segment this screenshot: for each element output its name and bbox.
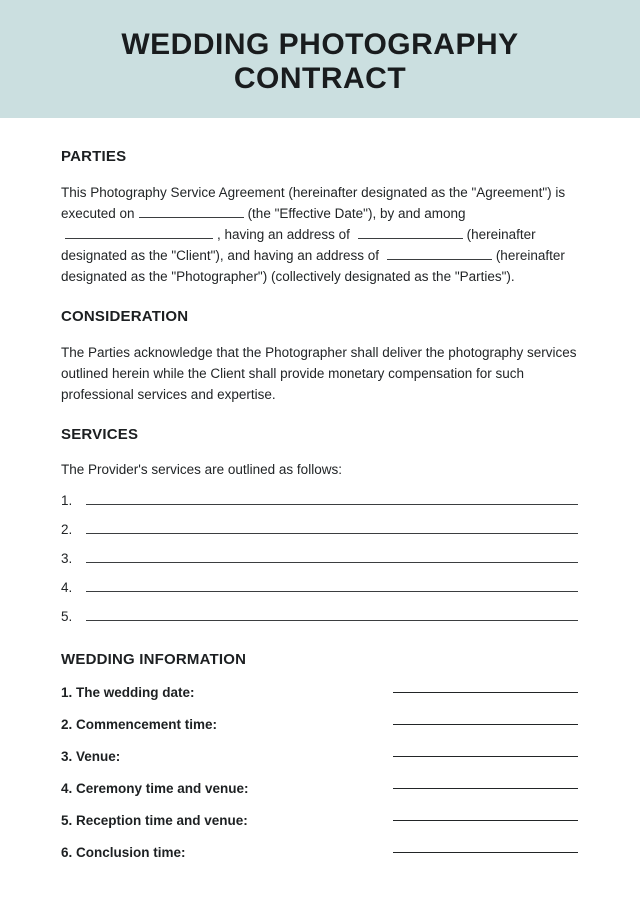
service-item-blank-line xyxy=(86,562,578,563)
wedding-information-list xyxy=(61,676,578,868)
parties-text-segment: This Photography Service Agreement (hereinafter designated as the "Agreement") is executed on xyxy=(61,185,566,221)
wedding-info-label: 5. Reception time and venue: xyxy=(61,812,248,828)
wedding-info-label: 6. Conclusion time: xyxy=(61,844,186,860)
services-intro-text: The Provider's services are outlined as follows: xyxy=(61,462,342,477)
service-item-row xyxy=(61,538,578,567)
parties-text-segment: (hereinafter designated as the "Client"), and having an address of xyxy=(61,227,536,263)
wedding-info-blank-line xyxy=(393,756,578,757)
wedding-info-label: 1. The wedding date: xyxy=(61,684,195,700)
photographer-address-blank-line xyxy=(387,248,492,260)
consideration-paragraph: The Parties acknowledge that the Photographer shall deliver the photography services outlined herein while the Client shall provide monetary compensation for such professional services and expertise. xyxy=(61,345,577,402)
wedding-info-row xyxy=(61,772,578,804)
wedding-info-label: 2. Commencement time: xyxy=(61,716,218,732)
service-item-row xyxy=(61,567,578,596)
client-name-blank-line xyxy=(65,227,213,239)
service-item-row xyxy=(61,480,578,509)
wedding-information-heading: WEDDING INFORMATION xyxy=(61,651,247,668)
parties-text-segment: (hereinafter designated as the "Photographer") (collectively designated as the "Parties"). xyxy=(61,248,565,284)
parties-text-segment: , having an address of xyxy=(217,227,350,242)
document-body xyxy=(0,148,640,868)
header-band xyxy=(0,0,640,118)
service-item-blank-line xyxy=(86,533,578,534)
wedding-info-label: 4. Ceremony time and venue: xyxy=(61,780,249,796)
wedding-info-blank-line xyxy=(393,820,578,821)
service-item-row xyxy=(61,596,578,625)
service-item-blank-line xyxy=(86,504,578,505)
wedding-info-label: 3. Venue: xyxy=(61,748,121,764)
client-address-blank-line xyxy=(358,227,463,239)
services-heading: SERVICES xyxy=(61,426,139,443)
service-item-number: 1. xyxy=(61,493,73,508)
wedding-info-row xyxy=(61,676,578,708)
service-item-row xyxy=(61,509,578,538)
wedding-info-blank-line xyxy=(393,852,578,853)
parties-text-segment: (the "Effective Date"), by and among xyxy=(247,206,466,221)
wedding-info-row xyxy=(61,708,578,740)
effective-date-blank-line xyxy=(139,206,244,218)
wedding-info-row xyxy=(61,804,578,836)
wedding-info-row xyxy=(61,740,578,772)
wedding-info-blank-line xyxy=(393,692,578,693)
parties-paragraph xyxy=(61,182,578,287)
parties-heading: PARTIES xyxy=(61,148,127,165)
services-list xyxy=(61,480,578,625)
service-item-number: 5. xyxy=(61,609,73,624)
wedding-info-blank-line xyxy=(393,788,578,789)
page-title-line-1: WEDDING PHOTOGRAPHY xyxy=(121,28,519,61)
service-item-blank-line xyxy=(86,591,578,592)
wedding-info-row xyxy=(61,836,578,868)
service-item-number: 2. xyxy=(61,522,73,537)
service-item-blank-line xyxy=(86,620,578,621)
page-title-line-2: CONTRACT xyxy=(233,62,407,95)
service-item-number: 4. xyxy=(61,580,73,595)
wedding-info-blank-line xyxy=(393,724,578,725)
service-item-number: 3. xyxy=(61,551,73,566)
consideration-heading: CONSIDERATION xyxy=(61,308,189,325)
